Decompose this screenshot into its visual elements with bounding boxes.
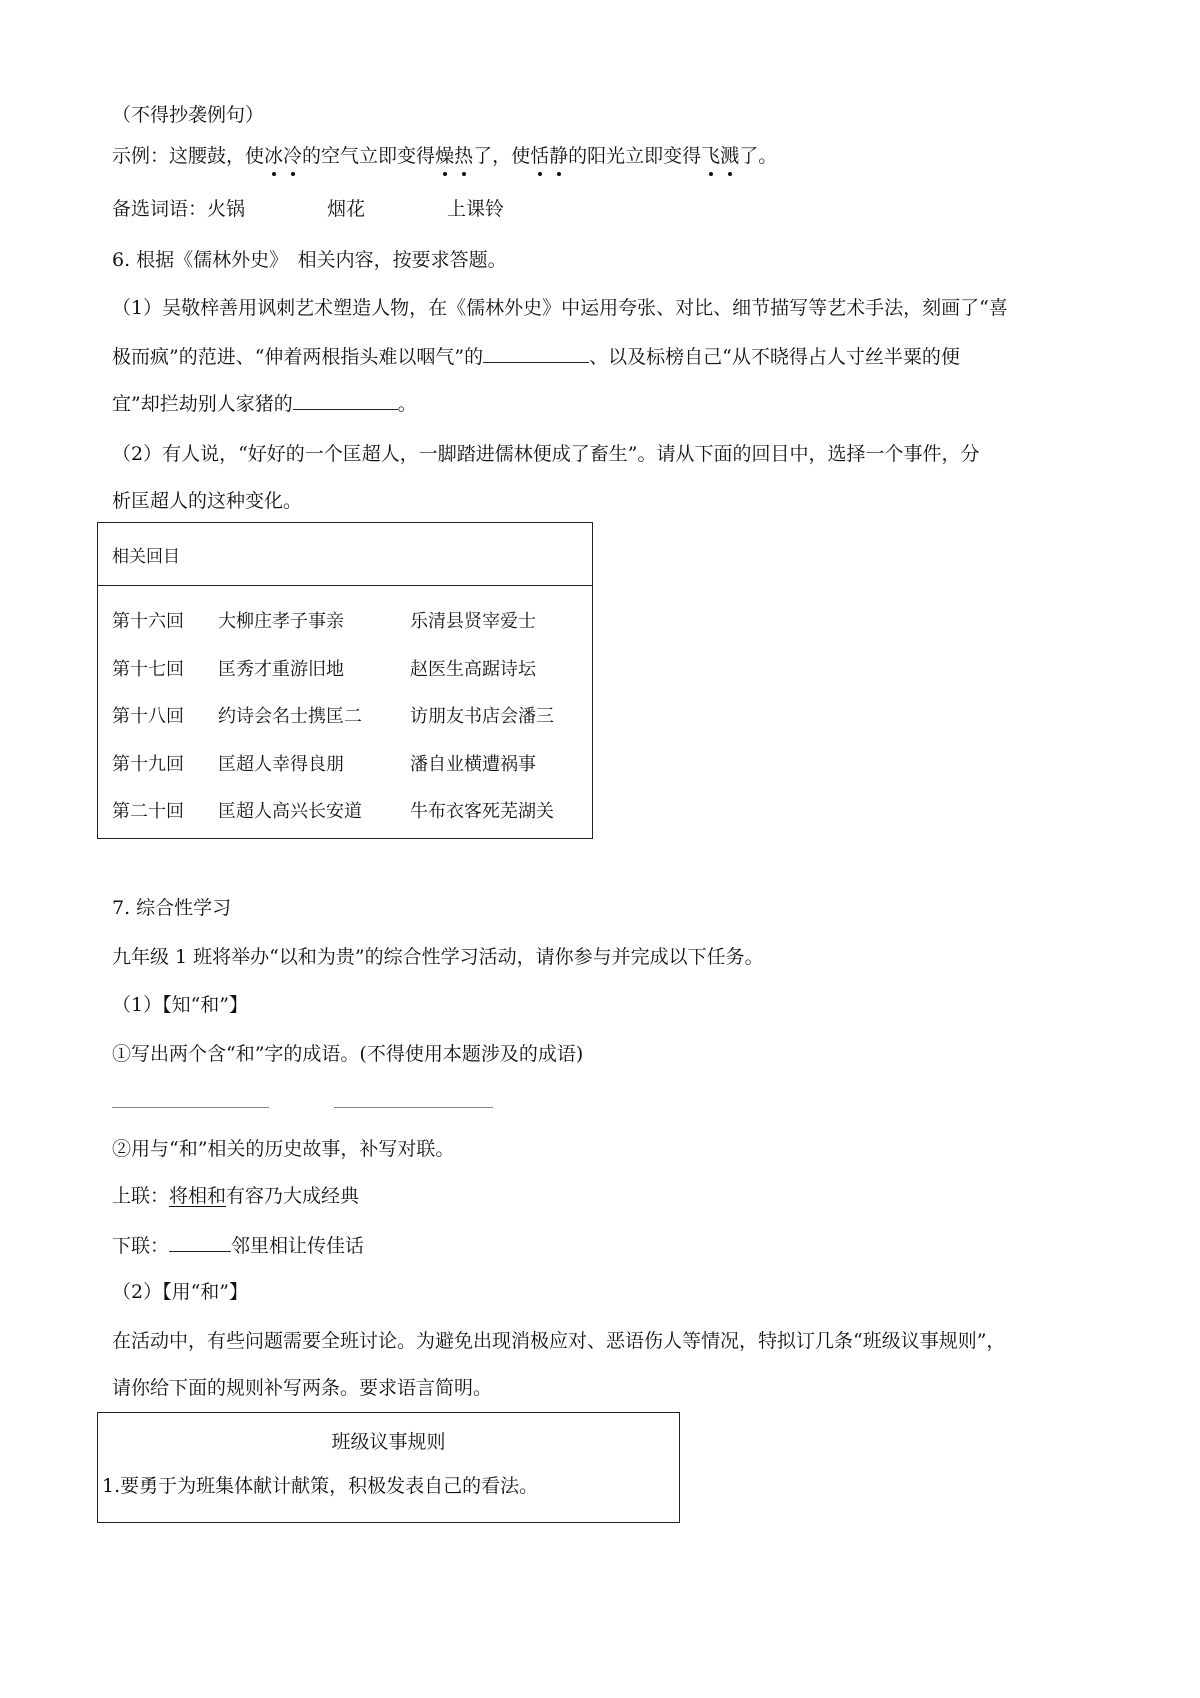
chapter-title-a: 匡超人幸得良朋 [218, 753, 344, 775]
options-label: 备选词语： [112, 198, 208, 220]
upper-story: 将相和 [169, 1185, 227, 1207]
chapter-num: 第十八回 [112, 706, 184, 727]
emphasis-char: 冷 [283, 145, 303, 167]
chapter-title-b: 牛布衣客死芜湖关 [410, 801, 554, 822]
lower-rest: 邻里相让传佳话 [231, 1235, 365, 1257]
example-text: 的空气立即变得 [302, 145, 436, 167]
option-word: 烟花 [327, 198, 366, 220]
emphasis-char: 燥 [435, 145, 455, 167]
q6-text: 宜”却拦劫别人家猪的 [112, 393, 293, 415]
q5-note: （不得抄袭例句） [112, 104, 265, 126]
q6-p1-line3 [112, 389, 417, 417]
q6-text: 、以及标榜自己“从不晓得占人寸丝半粟的便 [589, 346, 960, 368]
q7-s2-line2: 请你给下面的规则补写两条。要求语言简明。 [112, 1377, 493, 1399]
q5-example [112, 143, 777, 169]
couplet-label: 下联： [112, 1235, 170, 1257]
q7-s2-line1: 在活动中，有些问题需要全班讨论。为避免出现消极应对、恶语伤人等情况，特拟订几条“班级议事规则”， [112, 1330, 1006, 1352]
q6-text: 。 [397, 393, 417, 415]
couplet-label: 上联： [112, 1185, 170, 1207]
rules-title: 班级议事规则 [331, 1430, 446, 1453]
idiom-blank-1[interactable] [112, 1107, 269, 1108]
q7-s1-title: （1）【知“和”】 [112, 994, 249, 1016]
example-text: 了。 [739, 145, 778, 167]
chapters-list [98, 586, 593, 839]
chapter-row [112, 598, 592, 646]
chapter-title-a: 匡超人高兴长安道 [218, 801, 362, 822]
option-word: 火锅 [207, 198, 246, 220]
emphasis-char: 飞 [701, 145, 721, 167]
q7-s1-q1: ①写出两个含“和”字的成语。(不得使用本题涉及的成语) [112, 1043, 584, 1065]
idiom-blank-2[interactable] [334, 1107, 493, 1108]
q7-intro: 九年级 1 班将举办“以和为贵”的综合性学习活动，请你参与并完成以下任务。 [112, 946, 764, 968]
emphasis-char: 静 [549, 145, 569, 167]
chapter-row [112, 646, 592, 694]
rules-table [97, 1412, 680, 1523]
q6-title: 6. 根据《儒林外史》 相关内容，按要求答题。 [112, 249, 507, 271]
q6-p1-line2 [112, 342, 960, 370]
example-text: 了，使 [473, 145, 531, 167]
q7-s2-title: （2）【用“和”】 [112, 1281, 249, 1303]
chapters-table [97, 522, 593, 839]
q6-p2-line2: 析匡超人的这种变化。 [112, 490, 303, 512]
emphasis-char: 恬 [530, 145, 550, 167]
emphasis-char: 冰 [264, 145, 284, 167]
chapter-title-a: 约诗会名士携匡二 [218, 706, 362, 727]
emphasis-char: 溅 [720, 145, 740, 167]
upper-couplet [112, 1183, 359, 1209]
couplet-blank[interactable] [169, 1231, 231, 1252]
chapter-title-b: 赵医生高踞诗坛 [410, 658, 536, 680]
example-text: 的阳光立即变得 [568, 145, 702, 167]
answer-blank[interactable] [483, 342, 589, 363]
chapter-row [112, 693, 592, 741]
chapter-num: 第二十回 [112, 801, 184, 822]
q5-options [112, 196, 504, 222]
chapter-row [112, 788, 592, 836]
chapter-title-b: 乐清县贤宰爱士 [410, 611, 536, 632]
chapter-title-a: 匡秀才重游旧地 [218, 658, 344, 680]
q6-text: 极而疯”的范进、“伸着两根指头难以咽气”的 [112, 346, 484, 368]
lower-couplet [112, 1231, 364, 1259]
option-word: 上课铃 [447, 198, 505, 220]
q7-title: 7. 综合性学习 [112, 897, 232, 919]
chapter-num: 第十六回 [112, 611, 184, 632]
chapters-table-header: 相关回目 [98, 523, 593, 586]
emphasis-char: 热 [454, 145, 474, 167]
q6-p1-line1: （1）吴敬梓善用讽刺艺术塑造人物，在《儒林外史》中运用夸张、对比、细节描写等艺术手法，刻画了“喜 [112, 297, 1008, 319]
q6-p2-line1: （2）有人说，“好好的一个匡超人，一脚踏进儒林便成了畜生”。请从下面的回目中，选择一个事件，分 [112, 443, 980, 465]
chapter-row [112, 741, 592, 789]
q7-s1-q2: ②用与“和”相关的历史故事，补写对联。 [112, 1138, 455, 1160]
chapter-title-a: 大柳庄孝子事亲 [218, 611, 344, 632]
example-text: 示例：这腰鼓，使 [112, 145, 265, 167]
chapter-num: 第十七回 [112, 658, 184, 680]
rule-item: 1.要勇于为班集体献计献策，积极发表自己的看法。 [102, 1475, 539, 1497]
answer-blank[interactable] [293, 389, 398, 410]
chapter-title-b: 访朋友书店会潘三 [410, 706, 554, 727]
upper-rest: 有容乃大成经典 [226, 1185, 360, 1207]
chapter-num: 第十九回 [112, 753, 184, 775]
chapter-title-b: 潘自业横遭祸事 [410, 753, 536, 775]
